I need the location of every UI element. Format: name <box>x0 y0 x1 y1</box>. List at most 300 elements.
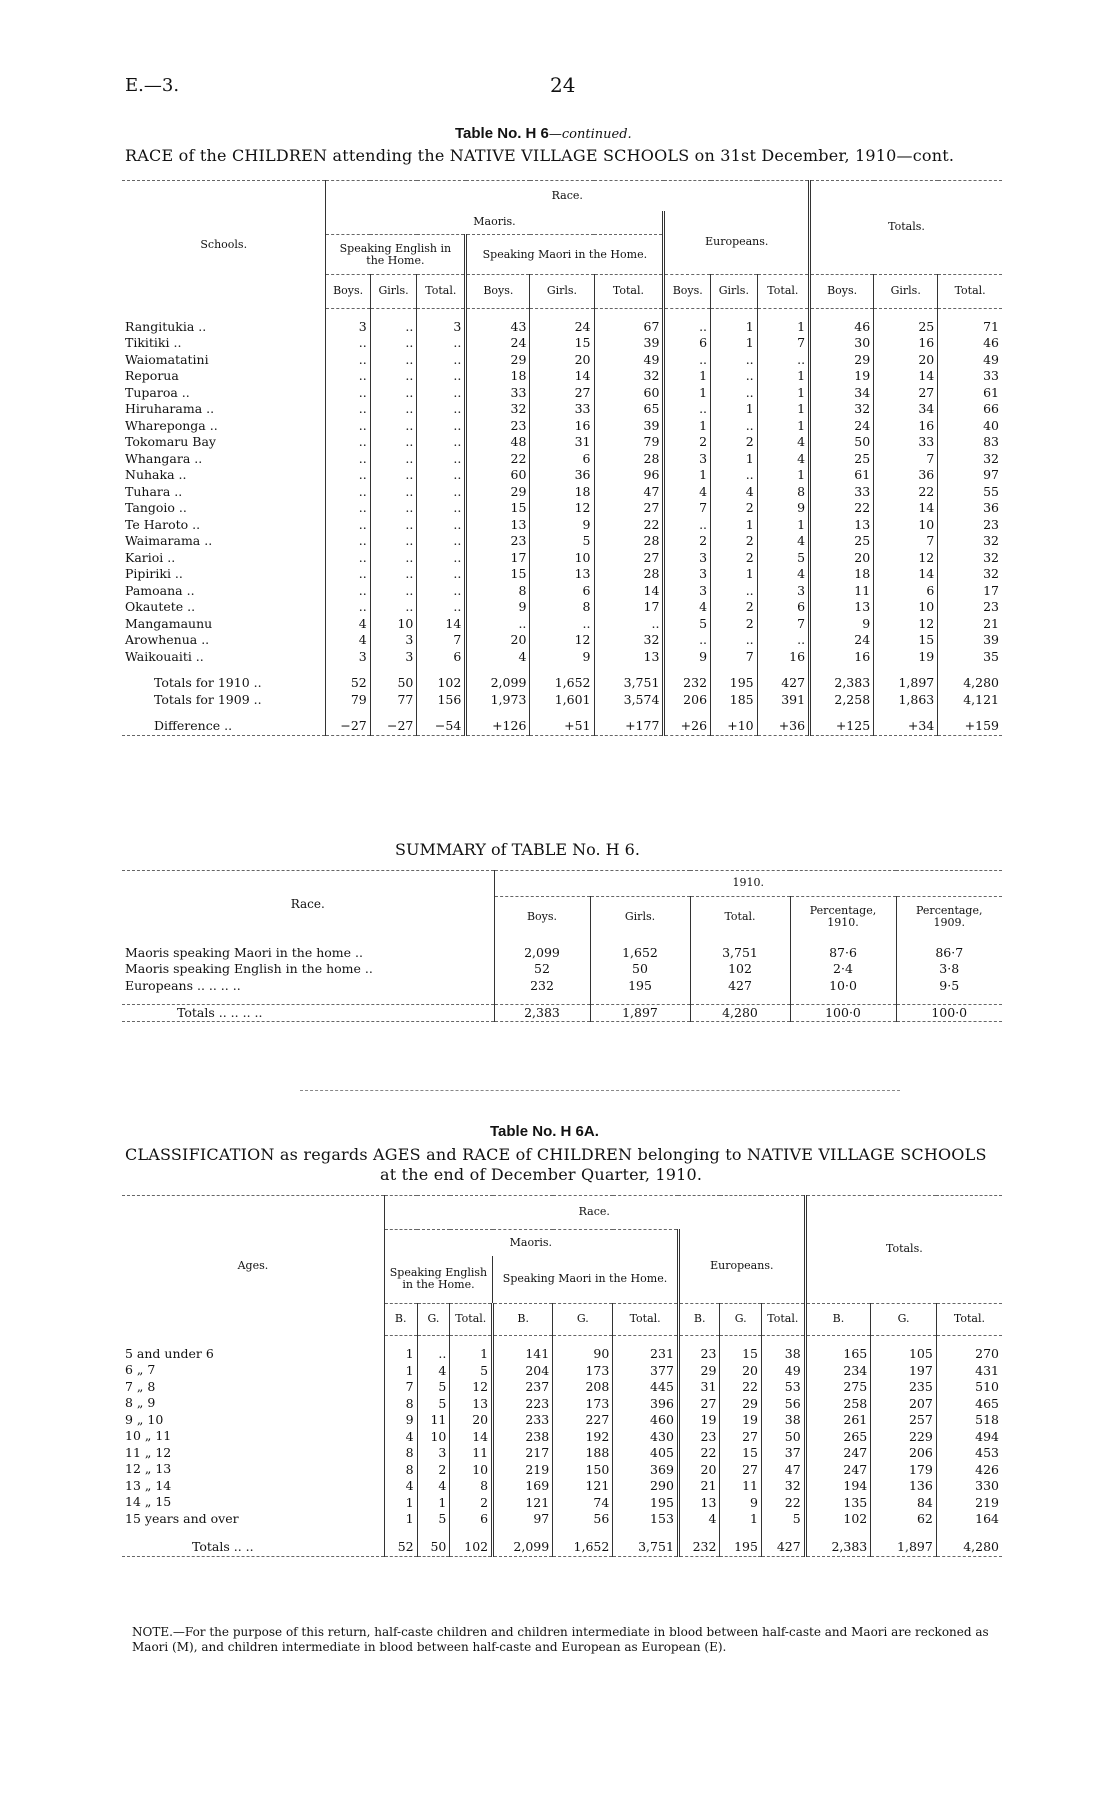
cell-value: 232 <box>678 1539 720 1556</box>
cell-value: 2,383 <box>805 1539 871 1556</box>
cell-value: 5 <box>761 1511 805 1528</box>
cell-value: 3 <box>417 319 466 336</box>
cell-value: 5 <box>664 616 711 633</box>
cell-value: 100·0 <box>896 1004 1002 1022</box>
totals-row <box>122 675 1002 692</box>
cell-value: 17 <box>938 583 1002 600</box>
cell-value: .. <box>664 352 711 369</box>
cell-value: .. <box>326 434 370 451</box>
cell-value: 232 <box>494 978 590 995</box>
school-name: Reporua <box>125 368 179 383</box>
cell-value: 11 <box>720 1478 762 1495</box>
cell-value: 79 <box>594 434 664 451</box>
cell-value: 27 <box>594 550 664 567</box>
table-row <box>122 1395 1002 1412</box>
cell-value: 6 <box>757 599 809 616</box>
school-name: Te Haroto .. <box>125 516 201 532</box>
cell-value: 22 <box>466 451 530 468</box>
cell-value: +126 <box>466 718 530 735</box>
cell-value: 270 <box>936 1346 1002 1363</box>
cell-value: 27 <box>720 1461 762 1478</box>
cell-value: 105 <box>871 1346 937 1363</box>
cell-value: 14 <box>417 616 466 633</box>
cell-value: 16 <box>530 418 594 435</box>
cell-value: 32 <box>810 401 874 418</box>
cell-value: 20 <box>874 352 938 369</box>
cell-value: .. <box>664 401 711 418</box>
school-name: Whareponga .. <box>125 417 218 433</box>
cell-value: 22 <box>720 1379 762 1396</box>
table-row <box>122 1412 1002 1429</box>
cell-value: 4 <box>384 1478 417 1495</box>
cell-value: 11 <box>810 583 874 600</box>
cell-value: 96 <box>594 467 664 484</box>
cell-value: 3 <box>664 583 711 600</box>
cell-value: 377 <box>613 1362 679 1379</box>
cell-value: 121 <box>553 1478 613 1495</box>
schools-header: Schools. <box>122 181 326 309</box>
table-row <box>122 533 1002 550</box>
cell-value: 22 <box>761 1494 805 1511</box>
cell-value: 12 <box>530 500 594 517</box>
cell-value: .. <box>417 368 466 385</box>
cell-value: 3 <box>757 583 809 600</box>
cell-value: 194 <box>805 1478 871 1495</box>
cell-value: .. <box>326 335 370 352</box>
cell-value: 4 <box>664 484 711 501</box>
cell-value: 21 <box>678 1478 720 1495</box>
cell-value: 1 <box>384 1362 417 1379</box>
cell-value: .. <box>370 517 417 534</box>
cell-value: 10 <box>530 550 594 567</box>
cell-value: 47 <box>594 484 664 501</box>
table-row <box>122 599 1002 616</box>
cell-value: 2 <box>664 434 711 451</box>
cell-value: 1,973 <box>466 692 530 709</box>
h6a-europeans-header: Europeans. <box>678 1230 805 1304</box>
cell-value: 13 <box>450 1395 493 1412</box>
cell-value: 405 <box>613 1445 679 1462</box>
cell-value: 50 <box>761 1428 805 1445</box>
cell-value: 25 <box>810 451 874 468</box>
difference-label: Difference .. <box>122 718 326 735</box>
cell-value: 62 <box>871 1511 937 1528</box>
cell-value: 195 <box>613 1494 679 1511</box>
cell-value: .. <box>370 583 417 600</box>
cell-value: 1 <box>711 517 758 534</box>
cell-value: 16 <box>874 335 938 352</box>
cell-value: .. <box>594 616 664 633</box>
totals-label: Totals for 1909 .. <box>154 691 262 707</box>
cell-value: 50 <box>810 434 874 451</box>
table-row <box>122 1379 1002 1396</box>
col-header-total: Total. <box>613 1304 679 1336</box>
cell-value: 22 <box>594 517 664 534</box>
cell-value: 1 <box>757 319 809 336</box>
cell-value: 65 <box>594 401 664 418</box>
cell-value: .. <box>370 451 417 468</box>
cell-value: 5 <box>417 1379 450 1396</box>
age-label: 8 „ 9 <box>125 1395 156 1410</box>
cell-value: 1 <box>664 385 711 402</box>
school-name: Okautete .. <box>125 599 196 614</box>
cell-value: 3 <box>664 451 711 468</box>
cell-value: .. <box>326 583 370 600</box>
footnote: NOTE.—For the purpose of this return, half-caste children and children intermediate in blood between half-caste and Maori are reckoned as Maori (M), and children intermediate in blood between half-caste and European as European (E). <box>132 1625 989 1654</box>
age-label: 12 „ 13 <box>125 1461 172 1476</box>
cell-value: 84 <box>871 1494 937 1511</box>
col-header-girls: Girls. <box>874 275 938 309</box>
cell-value: 1 <box>711 451 758 468</box>
table-row <box>122 335 1002 352</box>
summary-row <box>122 945 1002 962</box>
col-header-boys: Boys. <box>810 275 874 309</box>
cell-value: .. <box>370 418 417 435</box>
cell-value: 1 <box>664 418 711 435</box>
cell-value: 10 <box>874 517 938 534</box>
cell-value: 290 <box>613 1478 679 1495</box>
europeans-header: Europeans. <box>664 211 810 275</box>
cell-value: 34 <box>810 385 874 402</box>
section-code: E.—3. <box>125 75 180 96</box>
cell-value: 247 <box>805 1445 871 1462</box>
cell-value: 36 <box>530 467 594 484</box>
cell-value: .. <box>664 632 711 649</box>
cell-value: 49 <box>938 352 1002 369</box>
cell-value: 1 <box>711 566 758 583</box>
cell-value: 30 <box>810 335 874 352</box>
cell-value: .. <box>370 533 417 550</box>
cell-value: 141 <box>493 1346 553 1363</box>
col-header-girls: Girls. <box>530 275 594 309</box>
cell-value: 136 <box>871 1478 937 1495</box>
cell-value: +51 <box>530 718 594 735</box>
cell-value: 4,121 <box>938 692 1002 709</box>
col-header-g: G. <box>871 1304 937 1336</box>
cell-value: .. <box>326 599 370 616</box>
cell-value: 1 <box>757 517 809 534</box>
cell-value: 2,383 <box>494 1004 590 1022</box>
cell-value: 16 <box>757 649 809 666</box>
cell-value: 2 <box>711 599 758 616</box>
cell-value: 19 <box>810 368 874 385</box>
cell-value: .. <box>711 418 758 435</box>
cell-value: 22 <box>874 484 938 501</box>
table-row <box>122 368 1002 385</box>
cell-value: 15 <box>720 1445 762 1462</box>
cell-value: 9 <box>810 616 874 633</box>
school-name: Arowhenua .. <box>125 632 210 647</box>
table-row <box>122 401 1002 418</box>
cell-value: 1 <box>384 1494 417 1511</box>
table-row <box>122 632 1002 649</box>
cell-value: 48 <box>466 434 530 451</box>
cell-value: −27 <box>326 718 370 735</box>
table-row <box>122 517 1002 534</box>
cell-value: 3 <box>326 649 370 666</box>
col-header-girls: Girls. <box>711 275 758 309</box>
h6a-race-header: Race. <box>384 1196 805 1230</box>
school-name: Karioi .. <box>125 549 176 565</box>
table-row <box>122 1461 1002 1478</box>
cell-value: 173 <box>553 1395 613 1412</box>
cell-value: 7 <box>757 335 809 352</box>
age-label: 11 „ 12 <box>125 1444 172 1460</box>
cell-value: 14 <box>530 368 594 385</box>
col-header-g: G. <box>720 1304 762 1336</box>
cell-value: 430 <box>613 1428 679 1445</box>
table-row <box>122 451 1002 468</box>
table-row <box>122 385 1002 402</box>
cell-value: 10·0 <box>790 978 896 995</box>
school-name: Tuhara .. <box>125 483 183 499</box>
cell-value: 1,897 <box>874 675 938 692</box>
cell-value: .. <box>757 352 809 369</box>
cell-value: 15 <box>466 566 530 583</box>
cell-value: 427 <box>757 675 809 692</box>
cell-value: 445 <box>613 1379 679 1396</box>
cell-value: 217 <box>493 1445 553 1462</box>
cell-value: 29 <box>678 1362 720 1379</box>
cell-value: .. <box>417 533 466 550</box>
cell-value: 427 <box>690 978 790 995</box>
cell-value: 9 <box>384 1412 417 1429</box>
col-header-total: Total. <box>761 1304 805 1336</box>
cell-value: 87·6 <box>790 945 896 962</box>
cell-value: 43 <box>466 319 530 336</box>
cell-value: 261 <box>805 1412 871 1429</box>
table-row <box>122 616 1002 633</box>
cell-value: .. <box>466 616 530 633</box>
cell-value: 4 <box>664 599 711 616</box>
cell-value: 465 <box>936 1395 1002 1412</box>
cell-value: 3·8 <box>896 961 1002 978</box>
school-name: Nuhaka .. <box>125 467 187 482</box>
cell-value: 8 <box>466 583 530 600</box>
cell-value: .. <box>711 632 758 649</box>
cell-value: 2 <box>450 1494 493 1511</box>
cell-value: 396 <box>613 1395 679 1412</box>
school-name: Pipiriki .. <box>125 566 183 581</box>
cell-value: .. <box>370 467 417 484</box>
col-header-b: B. <box>678 1304 720 1336</box>
col-header-total: Total. <box>938 275 1002 309</box>
summary-label: Europeans .. .. .. .. <box>125 977 241 993</box>
cell-value: 23 <box>938 599 1002 616</box>
cell-value: 9 <box>720 1494 762 1511</box>
cell-value: 21 <box>938 616 1002 633</box>
summary-label: Maoris speaking English in the home .. <box>125 961 373 976</box>
col-header-total: Total. <box>936 1304 1002 1336</box>
school-name: Tokomaru Bay <box>125 434 216 449</box>
cell-value: 27 <box>594 500 664 517</box>
page-number: 24 <box>550 73 576 97</box>
cell-value: 6 <box>874 583 938 600</box>
cell-value: 33 <box>810 484 874 501</box>
cell-value: .. <box>417 500 466 517</box>
ages-header: Ages. <box>122 1196 384 1336</box>
cell-value: 19 <box>678 1412 720 1429</box>
cell-value: 204 <box>493 1362 553 1379</box>
table-h6-caption: RACE of the CHILDREN attending the NATIVE VILLAGE SCHOOLS on 31st December, 1910—cont. <box>125 146 955 165</box>
cell-value: .. <box>326 352 370 369</box>
cell-value: 11 <box>417 1412 450 1429</box>
cell-value: 53 <box>761 1379 805 1396</box>
cell-value: .. <box>326 451 370 468</box>
cell-value: 9·5 <box>896 978 1002 995</box>
cell-value: .. <box>417 467 466 484</box>
summary-totals-label: Totals .. .. .. .. <box>122 1004 494 1022</box>
cell-value: 3 <box>664 566 711 583</box>
cell-value: 20 <box>530 352 594 369</box>
cell-value: 2 <box>711 533 758 550</box>
cell-value: 121 <box>493 1494 553 1511</box>
cell-value: 179 <box>871 1461 937 1478</box>
cell-value: 71 <box>938 319 1002 336</box>
cell-value: 164 <box>936 1511 1002 1528</box>
cell-value: 1 <box>757 385 809 402</box>
cell-value: .. <box>757 632 809 649</box>
cell-value: 46 <box>938 335 1002 352</box>
table-row <box>122 1346 1002 1363</box>
cell-value: 460 <box>613 1412 679 1429</box>
cell-value: 1 <box>711 319 758 336</box>
cell-value: 4,280 <box>936 1539 1002 1556</box>
cell-value: 34 <box>874 401 938 418</box>
cell-value: 19 <box>874 649 938 666</box>
summary-row <box>122 978 1002 995</box>
cell-value: 6 <box>450 1511 493 1528</box>
difference-row <box>122 718 1002 735</box>
cell-value: .. <box>417 566 466 583</box>
school-name: Whangara .. <box>125 450 203 466</box>
cell-value: 15 <box>530 335 594 352</box>
cell-value: 4 <box>757 533 809 550</box>
cell-value: 153 <box>613 1511 679 1528</box>
cell-value: .. <box>326 500 370 517</box>
cell-value: 1 <box>450 1346 493 1363</box>
cell-value: +34 <box>874 718 938 735</box>
cell-value: .. <box>664 517 711 534</box>
school-name: Tangoio .. <box>125 500 187 515</box>
cell-value: 19 <box>720 1412 762 1429</box>
cell-value: 18 <box>810 566 874 583</box>
cell-value: 7 <box>757 616 809 633</box>
cell-value: 16 <box>874 418 938 435</box>
cell-value: 10 <box>417 1428 450 1445</box>
cell-value: 4 <box>326 632 370 649</box>
cell-value: 1,863 <box>874 692 938 709</box>
cell-value: 1 <box>757 467 809 484</box>
cell-value: 4 <box>757 434 809 451</box>
table-row <box>122 1362 1002 1379</box>
cell-value: 38 <box>761 1412 805 1429</box>
cell-value: 188 <box>553 1445 613 1462</box>
col-header-total: Total. <box>417 275 466 309</box>
cell-value: 238 <box>493 1428 553 1445</box>
cell-value: 2·4 <box>790 961 896 978</box>
cell-value: 12 <box>874 616 938 633</box>
cell-value: 50 <box>417 1539 450 1556</box>
cell-value: .. <box>370 566 417 583</box>
cell-value: 169 <box>493 1478 553 1495</box>
cell-value: .. <box>417 451 466 468</box>
cell-value: 9 <box>466 599 530 616</box>
totals-header: Totals. <box>810 181 1002 275</box>
cell-value: 32 <box>938 451 1002 468</box>
cell-value: 150 <box>553 1461 613 1478</box>
school-name: Pamoana .. <box>125 582 195 598</box>
cell-value: .. <box>417 401 466 418</box>
summary-row <box>122 961 1002 978</box>
cell-value: 426 <box>936 1461 1002 1478</box>
cell-value: +26 <box>664 718 711 735</box>
summary-pct1910-header: Percentage, 1910. <box>790 897 896 937</box>
cell-value: 22 <box>810 500 874 517</box>
cell-value: 29 <box>466 484 530 501</box>
school-name: Waiomatatini <box>125 351 209 367</box>
col-header-girls: Girls. <box>370 275 417 309</box>
cell-value: 1 <box>664 467 711 484</box>
cell-value: 60 <box>594 385 664 402</box>
cell-value: 14 <box>450 1428 493 1445</box>
table-h6a-title: Table No. H 6A. <box>490 1123 599 1140</box>
cell-value: .. <box>711 583 758 600</box>
cell-value: 8 <box>384 1395 417 1412</box>
table-row <box>122 583 1002 600</box>
col-header-b: B. <box>384 1304 417 1336</box>
table-h6a-caption-line2: at the end of December Quarter, 1910. <box>380 1165 703 1184</box>
cell-value: 195 <box>711 675 758 692</box>
cell-value: +36 <box>757 718 809 735</box>
cell-value: 50 <box>370 675 417 692</box>
cell-value: 8 <box>384 1461 417 1478</box>
cell-value: 165 <box>805 1346 871 1363</box>
h6a-maoris-header: Maoris. <box>384 1230 678 1256</box>
cell-value: 2 <box>711 550 758 567</box>
cell-value: 1 <box>757 401 809 418</box>
cell-value: 13 <box>678 1494 720 1511</box>
cell-value: 102 <box>690 961 790 978</box>
school-name: Mangamaunu <box>125 615 213 631</box>
cell-value: 23 <box>938 517 1002 534</box>
cell-value: 2,099 <box>494 945 590 962</box>
cell-value: 10 <box>370 616 417 633</box>
cell-value: 18 <box>530 484 594 501</box>
school-name: Waimarama .. <box>125 533 213 548</box>
maoris-header: Maoris. <box>326 211 664 235</box>
cell-value: 52 <box>384 1539 417 1556</box>
speaking-english-header: Speaking English in the Home. <box>326 235 466 275</box>
cell-value: .. <box>326 533 370 550</box>
col-header-g: G. <box>553 1304 613 1336</box>
cell-value: 56 <box>553 1511 613 1528</box>
cell-value: .. <box>417 434 466 451</box>
cell-value: 23 <box>678 1346 720 1363</box>
table-row <box>122 1511 1002 1528</box>
totals-label: Totals for 1910 .. <box>154 675 262 690</box>
cell-value: 207 <box>871 1395 937 1412</box>
cell-value: 5 <box>417 1395 450 1412</box>
cell-value: +159 <box>938 718 1002 735</box>
cell-value: 223 <box>493 1395 553 1412</box>
cell-value: 4 <box>466 649 530 666</box>
cell-value: .. <box>417 352 466 369</box>
h6a-totals-header: Totals. <box>805 1196 1002 1304</box>
cell-value: .. <box>417 550 466 567</box>
age-label: 10 „ 11 <box>125 1428 172 1443</box>
cell-value: .. <box>370 484 417 501</box>
